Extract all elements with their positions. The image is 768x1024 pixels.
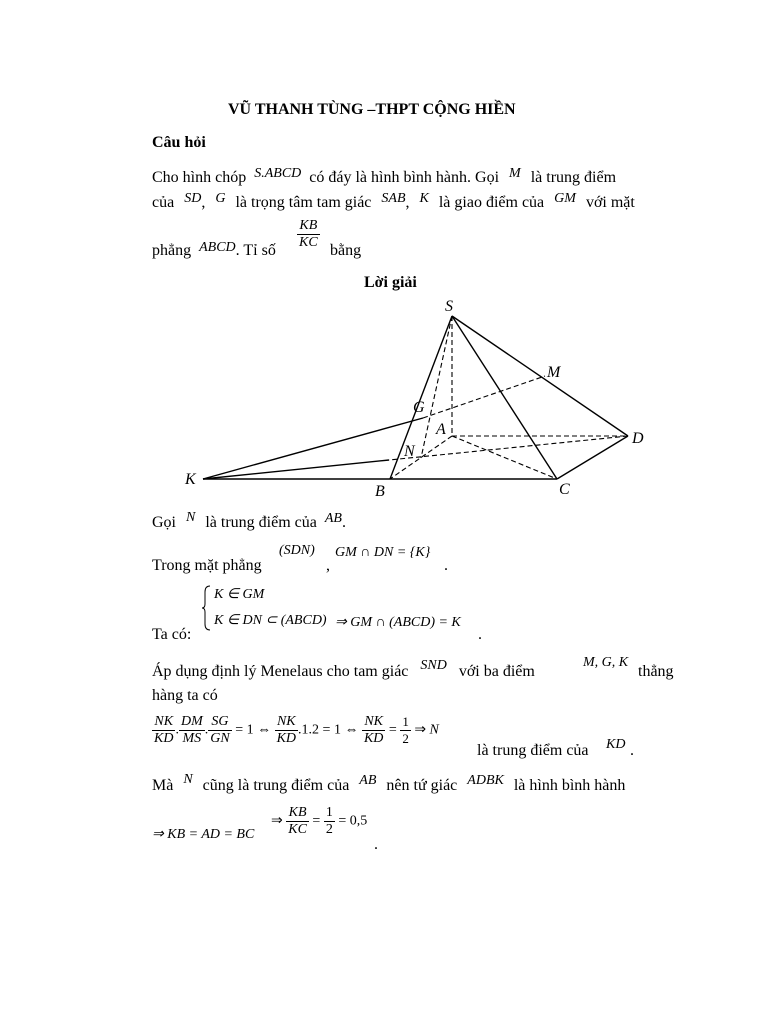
fraction-kb-kc bbox=[297, 218, 320, 251]
fraction bbox=[152, 714, 175, 747]
math-ab: AB bbox=[324, 511, 342, 526]
fraction-denominator: MS bbox=[182, 731, 202, 746]
pyramid-figure bbox=[170, 292, 660, 504]
fraction bbox=[324, 805, 335, 838]
math-n: N bbox=[429, 722, 439, 738]
text: hàng ta có bbox=[152, 687, 218, 704]
system-line-1: K ∈ GM bbox=[214, 587, 265, 602]
question-heading: Câu hỏi bbox=[152, 134, 206, 151]
menelaus-equation bbox=[152, 714, 439, 747]
math-kb-ad-bc: ⇒ KB = AD = BC bbox=[152, 827, 255, 842]
text: là giao điểm của bbox=[438, 194, 545, 211]
math-gm: GM bbox=[554, 191, 576, 206]
fraction bbox=[362, 714, 385, 747]
text: cũng là trung điểm của bbox=[202, 777, 350, 794]
label-m: M bbox=[547, 364, 561, 381]
math-ab: AB bbox=[359, 773, 377, 788]
text: có đáy là hình bình hành. Gọi bbox=[309, 169, 500, 186]
equals-text: = bbox=[388, 722, 397, 738]
text: Áp dụng định lý Menelaus cho tam giác bbox=[152, 663, 409, 680]
fraction bbox=[286, 805, 309, 838]
system-brace bbox=[202, 584, 212, 632]
segment-gm bbox=[423, 376, 545, 418]
dot: . bbox=[175, 722, 179, 738]
text: với ba điểm bbox=[458, 663, 535, 680]
solution-step-6 bbox=[152, 772, 626, 795]
text: bằng bbox=[330, 242, 362, 259]
text: phẳng bbox=[152, 242, 192, 259]
math-m: M bbox=[509, 166, 521, 181]
fraction-denominator: GN bbox=[210, 731, 230, 746]
solution-heading: Lời giải bbox=[364, 274, 417, 291]
question-line-2 bbox=[152, 191, 635, 212]
text: là trung điểm bbox=[530, 169, 617, 186]
fraction-denominator: KD bbox=[363, 731, 384, 746]
fraction-denominator: KD bbox=[276, 731, 297, 746]
text: là trọng tâm tam giác bbox=[235, 194, 372, 211]
final-ratio bbox=[271, 805, 367, 838]
fraction bbox=[400, 714, 411, 747]
text: của bbox=[152, 194, 175, 211]
math-sab: SAB bbox=[381, 191, 406, 206]
text: thẳng bbox=[638, 663, 674, 680]
label-s: S bbox=[445, 298, 453, 315]
math-adbk: ADBK bbox=[467, 773, 504, 788]
math-snd: SND bbox=[420, 658, 447, 673]
math-k: K bbox=[419, 191, 429, 206]
text: . bbox=[630, 742, 634, 759]
text: là trung điểm của bbox=[477, 742, 589, 759]
label-g: G bbox=[413, 399, 425, 416]
solution-step-4 bbox=[152, 658, 535, 681]
text: , bbox=[201, 194, 206, 211]
label-b: B bbox=[375, 483, 385, 500]
math-n: N bbox=[183, 772, 193, 787]
segment-dn bbox=[389, 436, 628, 460]
text: . bbox=[374, 836, 378, 853]
fraction-numerator: 1 bbox=[402, 714, 409, 729]
fraction-numerator: DM bbox=[180, 714, 203, 729]
equals-text: .1.2 = 1 ⇔ bbox=[298, 722, 359, 738]
text: , bbox=[405, 194, 410, 211]
dot: . bbox=[204, 722, 209, 738]
math-abcd: ABCD bbox=[199, 240, 236, 255]
fraction bbox=[179, 714, 205, 747]
math-intersection: ⇒ GM ∩ (ABCD) = K bbox=[335, 615, 461, 630]
fraction-denominator: KC bbox=[299, 235, 318, 250]
text: . Tỉ số bbox=[235, 242, 276, 259]
text: . bbox=[444, 557, 448, 574]
text: , bbox=[326, 557, 330, 574]
fraction-numerator: SG bbox=[208, 714, 231, 731]
edge-sc bbox=[452, 316, 557, 479]
text: Trong mặt phẳng bbox=[152, 557, 262, 574]
text: Cho hình chóp bbox=[152, 169, 247, 186]
text: . bbox=[341, 514, 346, 531]
equals-text: = 1 ⇔ bbox=[235, 722, 272, 738]
text: nên tứ giác bbox=[386, 777, 458, 794]
text: Mà bbox=[152, 777, 174, 794]
label-d: D bbox=[632, 430, 644, 447]
page-title: VŨ THANH TÙNG –THPT CỘNG HIỀN bbox=[228, 101, 516, 118]
math-n: N bbox=[186, 510, 196, 525]
segment-ac bbox=[452, 436, 557, 479]
implies-text: ⇒ bbox=[271, 813, 283, 829]
fraction-denominator: 2 bbox=[402, 731, 409, 746]
label-a: A bbox=[436, 421, 446, 438]
fraction-numerator: KB bbox=[286, 805, 309, 822]
math-g: G bbox=[215, 191, 226, 206]
text: là trung điểm của bbox=[205, 514, 317, 531]
question-line-3 bbox=[152, 242, 276, 260]
result-text: = 0,5 bbox=[338, 813, 368, 829]
text: . bbox=[478, 626, 482, 643]
label-c: C bbox=[559, 481, 570, 498]
math-kd: KD bbox=[606, 737, 626, 752]
label-n: N bbox=[404, 443, 415, 460]
edge-kg bbox=[203, 418, 423, 479]
implies-text: ⇒ bbox=[414, 722, 427, 738]
math-sd: SD bbox=[184, 191, 202, 206]
solution-step-2 bbox=[152, 557, 262, 575]
fraction-numerator: 1 bbox=[325, 805, 333, 820]
question-line-1 bbox=[152, 166, 617, 187]
solution-step-3-label: Ta có: bbox=[152, 626, 192, 643]
label-k: K bbox=[185, 471, 196, 488]
edge-sd bbox=[452, 316, 628, 436]
equals-text: = bbox=[312, 813, 321, 829]
fraction-denominator: KC bbox=[288, 822, 307, 837]
fraction-denominator: 2 bbox=[325, 822, 333, 837]
fraction bbox=[275, 714, 298, 747]
math-sdn: (SDN) bbox=[279, 543, 315, 558]
text: Gọi bbox=[152, 514, 176, 531]
math-sabcd: S.ABCD bbox=[254, 166, 302, 181]
edge-kn bbox=[203, 460, 389, 479]
math-mgk: M, G, K bbox=[583, 655, 629, 670]
fraction-denominator: KD bbox=[154, 731, 174, 746]
fraction-numerator: NK bbox=[152, 714, 175, 731]
fraction-numerator: NK bbox=[362, 714, 385, 731]
system-line-2: K ∈ DN ⊂ (ABCD) bbox=[214, 613, 327, 628]
math-gm-dn: GM ∩ DN = {K} bbox=[335, 545, 431, 560]
text: với mặt bbox=[585, 194, 635, 211]
fraction-numerator: NK bbox=[275, 714, 298, 731]
text: là hình bình hành bbox=[513, 777, 626, 794]
solution-step-1 bbox=[152, 510, 346, 532]
fraction bbox=[208, 714, 231, 747]
fraction-numerator: KB bbox=[297, 218, 320, 235]
